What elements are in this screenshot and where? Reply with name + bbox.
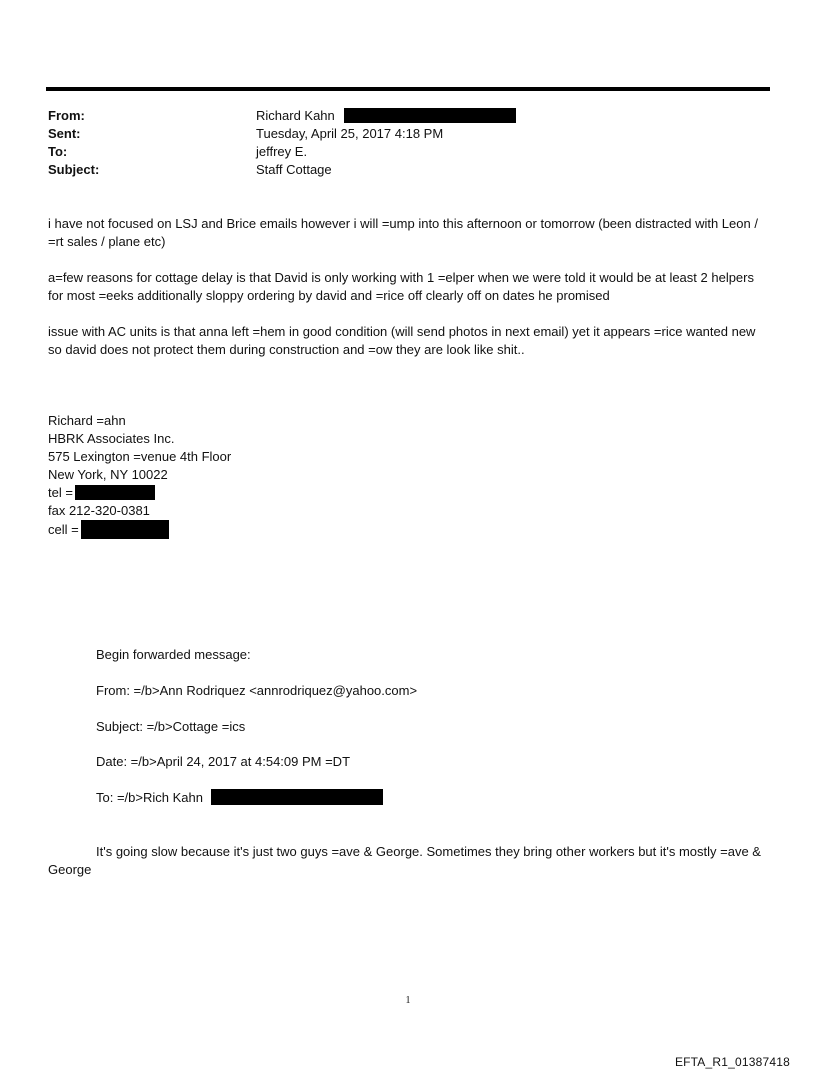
body-paragraph: issue with AC units is that anna left =hem in good condition (will send photos in next email) yet it appears =rice wanted new so david does not protect them during construction and =ow they are look like shit.. <box>48 324 756 357</box>
forwarded-subject: Subject: =/b>Cottage =ics <box>96 719 246 734</box>
forwarded-to <box>96 789 383 807</box>
signature-fax: fax 212-320-0381 <box>48 503 150 518</box>
signature-name: Richard =ahn <box>48 413 126 428</box>
forwarded-intro: Begin forwarded message: <box>96 647 251 662</box>
cell-label: cell = <box>48 522 79 537</box>
document-id: EFTA_R1_01387418 <box>674 1055 790 1069</box>
signature-tel <box>48 484 155 502</box>
signature-address-line-2: New York, NY 10022 <box>48 467 168 482</box>
from-label: From: <box>48 108 85 123</box>
to-label: To: <box>48 144 68 159</box>
to-value: jeffrey E. <box>256 144 308 159</box>
forwarded-from: From: =/b>Ann Rodriquez <annrodriquez@yahoo.com> <box>96 683 418 698</box>
redaction-bar <box>75 485 155 500</box>
signature-company: HBRK Associates Inc. <box>48 431 175 446</box>
forwarded-date: Date: =/b>April 24, 2017 at 4:54:09 PM =DT <box>96 754 351 769</box>
body-paragraph: a=few reasons for cottage delay is that David is only working with 1 =elper when we were told it would be at least 2 helpers for most =eeks additionally sloppy ordering by david and =rice off clearly off on dates he promised <box>48 270 754 303</box>
signature-cell <box>48 520 169 539</box>
redaction-bar <box>81 520 169 539</box>
redaction-bar <box>344 108 516 123</box>
redaction-bar <box>211 789 383 805</box>
sent-value: Tuesday, April 25, 2017 4:18 PM <box>256 126 444 141</box>
signature-address-line-1: 575 Lexington =venue 4th Floor <box>48 449 232 464</box>
forwarded-to-text: To: =/b>Rich Kahn <box>96 790 203 805</box>
body-paragraph: i have not focused on LSJ and Brice emails however i will =ump into this afternoon or tomorrow (been distracted with Leon / =rt sales / plane etc) <box>48 216 758 249</box>
sent-label: Sent: <box>48 126 81 141</box>
from-name: Richard Kahn <box>256 108 335 123</box>
subject-label: Subject: <box>48 162 100 177</box>
tel-label: tel = <box>48 485 73 500</box>
subject-value: Staff Cottage <box>256 162 332 177</box>
from-value <box>256 107 516 125</box>
page-number: 1 <box>405 995 411 1006</box>
forwarded-message: It's going slow because it's just two guys =ave & George. Sometimes they bring other workers but it's mostly =ave & George <box>48 844 761 877</box>
header-rule <box>46 87 770 91</box>
